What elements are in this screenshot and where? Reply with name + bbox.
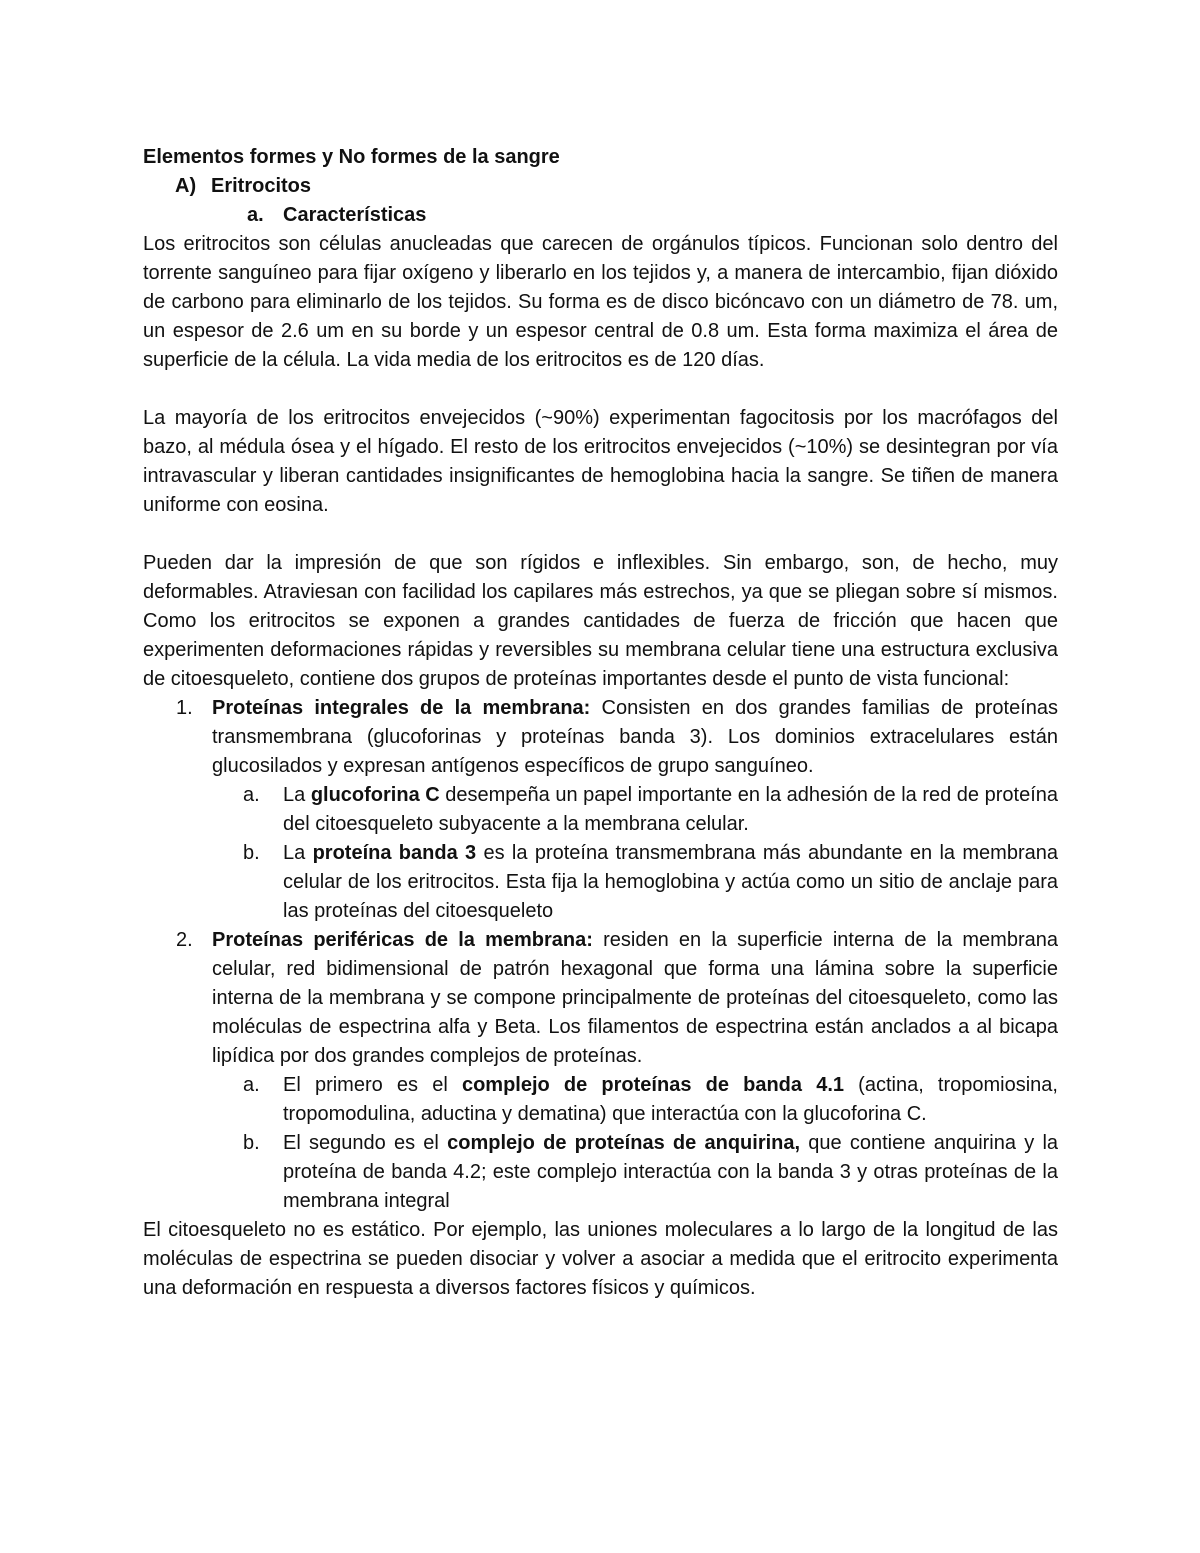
paragraph-aging: La mayoría de los eritrocitos envejecidos (~90%) experimentan fagocitosis por los macrófagos del bazo, al médula ósea y el hígado. El resto de los eritrocitos envejecidos (~10%) se desintegran por vía intravascular y liberan cantidades insignificantes de hemoglobina hacia la sangre. Se tiñen de manera uniforme con eosina. (143, 407, 1058, 516)
list-marker: 2. (176, 929, 193, 951)
paragraph-spacer (143, 375, 1058, 404)
sublist-text-post: que contiene anquirina y la proteína de banda 4.2; este complejo interactúa con la banda 3 y otras proteínas de la membrana integral (283, 1132, 1059, 1212)
paragraph-deformability: Pueden dar la impresión de que son rígidos e inflexibles. Sin embargo, son, de hecho, muy deformables. Atraviesan con facilidad los capilares más estrechos, ya que se pliegan sobre sí mismos. Como los eritrocitos se exponen a grandes cantidades de fuerza de fricción que hacen que experimenten deformaciones rápidas y reversibles su membrana celular tiene una estructura exclusiva de citoesqueleto, contiene dos grupos de proteínas importantes desde el punto de vista funcional: (143, 552, 1058, 690)
document-title: Elementos formes y No formes de la sangre (143, 146, 560, 168)
sublist-text-pre: El segundo es el (283, 1132, 448, 1154)
list-marker: 1. (176, 697, 193, 719)
sublist-term: complejo de proteínas de banda 4.1 (461, 1074, 844, 1096)
sublist-text-post: es la proteína transmembrana más abundante en la membrana celular de los eritrocitos. Esta fija la hemoglobina y actúa como un sitio de anclaje para las proteínas del citoesqueleto (283, 842, 1058, 922)
sublist-item-anquirina (143, 1129, 1058, 1216)
sublist-text-post: (actina, tropomiosina, tropomodulina, aductina y dematina) que interactúa con la glucoforina C. (283, 1074, 1058, 1125)
sublist-marker: b. (243, 1132, 260, 1154)
sublist-term: glucoforina C (310, 784, 440, 806)
section-marker: A) (175, 175, 197, 197)
subsection-heading-caracteristicas (143, 201, 1058, 230)
sublist-marker: b. (243, 842, 260, 864)
subsection-label: Características (283, 204, 427, 226)
sublist-text-post: desempeña un papel importante en la adhesión de la red de proteína del citoesqueleto subyacente a la membrana celular. (283, 784, 1058, 835)
sublist-marker: a. (243, 1074, 260, 1096)
paragraph-cytoskeleton: El citoesqueleto no es estático. Por ejemplo, las uniones moleculares a lo largo de la longitud de las moléculas de espectrina se pueden disociar y volver a asociar a medida que el eritrocito experimenta una deformación en respuesta a diversos factores físicos y químicos. (143, 1219, 1058, 1299)
section-heading-eritrocitos (143, 172, 1058, 201)
subsection-marker: a. (247, 204, 264, 226)
sublist-term: proteína banda 3 (312, 842, 477, 864)
sublist-item-banda-4-1 (143, 1071, 1058, 1129)
paragraph-characteristics: Los eritrocitos son células anucleadas que carecen de orgánulos típicos. Funcionan solo dentro del torrente sanguíneo para fijar oxígeno y liberarlo en los tejidos y, a manera de intercambio, fijan dióxido de carbono para eliminarlo de los tejidos. Su forma es de disco bicóncavo con un diámetro de 78. um, un espesor de 2.6 um en su borde y un espesor central de 0.8 um. Esta forma maximiza el área de superficie de la célula. La vida media de los eritrocitos es de 120 días. (143, 233, 1058, 371)
sublist-text-pre: La (283, 784, 311, 806)
list-item-heading: Proteínas integrales de la membrana: (212, 697, 591, 719)
sublist-text-pre: La (283, 842, 313, 864)
sublist-text-pre: El primero es el (283, 1074, 462, 1096)
sublist-marker: a. (243, 784, 260, 806)
document-body (143, 143, 1058, 1303)
list-item-integral-proteins (143, 694, 1058, 781)
list-item-text: residen en la superficie interna de la membrana celular, red bidimensional de patrón hexagonal que forma una lámina sobre la superficie interna de la membrana y se compone principalmente de proteínas del citoesqueleto, como las moléculas de espectrina alfa y Beta. Los filamentos de espectrina están anclados a al bicapa lipídica por dos grandes complejos de proteínas. (212, 929, 1058, 1067)
sublist-item-glucoforina-c (143, 781, 1058, 839)
paragraph-spacer (143, 520, 1058, 549)
list-item-peripheral-proteins (143, 926, 1058, 1071)
sublist-item-proteina-banda-3 (143, 839, 1058, 926)
list-item-text: Consisten en dos grandes familias de proteínas transmembrana (glucoforinas y proteínas banda 3). Los dominios extracelulares están glucosilados y expresan antígenos específicos de grupo sanguíneo. (212, 697, 1059, 777)
sublist-term: complejo de proteínas de anquirina, (447, 1132, 801, 1154)
section-label: Eritrocitos (211, 175, 312, 197)
list-item-heading: Proteínas periféricas de la membrana: (212, 929, 593, 951)
